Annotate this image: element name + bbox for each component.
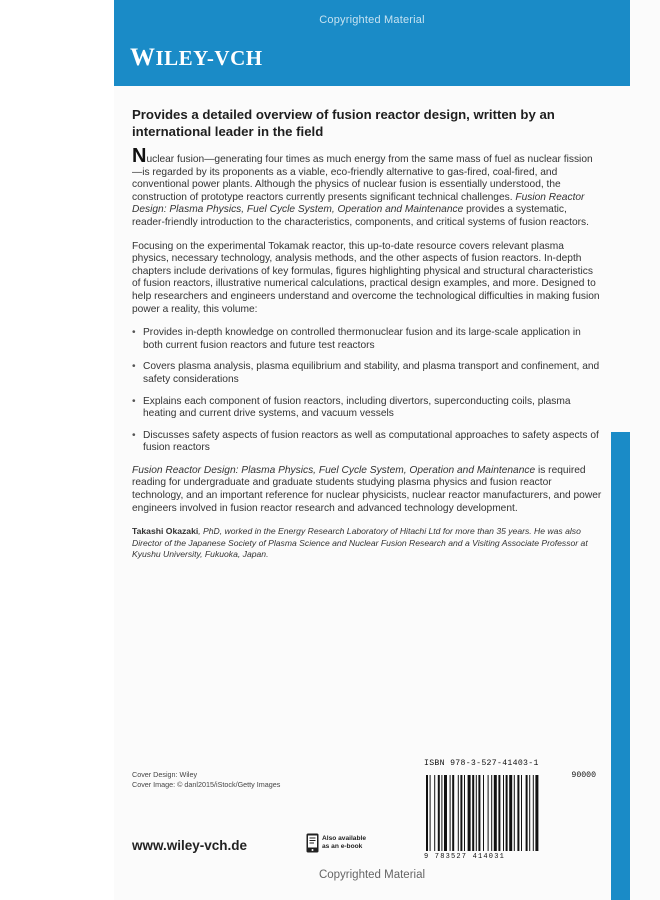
watermark-top: Copyrighted Material: [319, 14, 425, 26]
bullet-icon: •: [132, 429, 136, 441]
drop-cap: N: [132, 145, 147, 167]
headline: Provides a detailed overview of fusion reactor design, written by an international leader in the field: [132, 107, 555, 139]
bullet-icon: •: [132, 395, 136, 407]
list-item: • Explains each component of fusion reactors, including divertors, superconducting coils, plasma heating and current drive systems, and vacuum vessels: [132, 395, 571, 420]
cover-design-credit: Cover Design: Wiley: [132, 770, 198, 779]
watermark-bottom: Copyrighted Material: [318, 869, 426, 881]
blurb: [132, 106, 602, 561]
right-color-strip: [611, 432, 630, 900]
cover-credits: [132, 770, 280, 790]
header-band: [114, 0, 630, 86]
list-item: • Provides in-depth knowledge on controlled thermonuclear fusion and its large-scale application in both current fusion reactors and future test reactors: [132, 327, 581, 351]
publisher-logo: WILEY-VCH: [130, 44, 263, 71]
publisher-url[interactable]: www.wiley-vch.de: [132, 838, 248, 853]
feature-list: [132, 327, 602, 455]
ebook-line-2: as an e-book: [322, 843, 363, 850]
isbn-digits: 9 783527 414031: [424, 853, 506, 861]
bullet-icon: •: [132, 327, 136, 339]
book-title: Fusion Reactor Design: Plasma Physics, Fuel Cycle System, Operation and Maintenance: [132, 191, 585, 216]
cover-image-credit: Cover Image: © danl2015/iStock/Getty Images: [132, 780, 281, 789]
paragraph-focus: Focusing on the experimental Tokamak reactor, this up-to-date resource covers relevant plasma physics, necessary technology, analysis methods, and the other aspects of fusion reactors. In-depth chapters include derivations of key formulas, figures highlighting physical and structural characteristics of fusion reactors, illustrative numerical calculations, practical design examples, and more. Designed to help researchers and engineers understand and overcome the technological difficulties in making fusion power a reality, this volume:: [132, 240, 600, 315]
author-bio: Takashi Okazaki, PhD, worked in the Energy Research Laboratory of Hitachi Ltd for more than 35 years. He was also Director of the Japanese Society of Plasma Science and Nuclear Fusion Research and a Visiting Associate Professor at Kyushu University, Fukuoka, Japan.: [132, 526, 588, 560]
price-code: 90000: [571, 771, 596, 780]
paragraph-audience: Fusion Reactor Design: Plasma Physics, Fuel Cycle System, Operation and Maintenance is required reading for undergraduate and graduate students studying plasma physics and fusion reactor technology, and an important reference for nuclear physicists, nuclear reactor manufacturers, and power engineers involved in fusion reactor research and advanced technology development.: [132, 464, 602, 514]
book-title: Fusion Reactor Design: Plasma Physics, Fuel Cycle System, Operation and Maintenance: [132, 464, 536, 476]
isbn-label: ISBN 978-3-527-41403-1: [424, 759, 539, 768]
barcode-icon: [424, 775, 596, 851]
ebook-badge: [306, 833, 366, 853]
list-item: • Covers plasma analysis, plasma equilibrium and stability, and plasma transport and confinement, and safety considerations: [132, 361, 600, 385]
ebook-device-icon: [306, 833, 319, 853]
list-item: • Discusses safety aspects of fusion reactors as well as computational approaches to safety aspects of fusion reactors: [132, 429, 599, 454]
ebook-line-1: Also available: [322, 835, 366, 842]
paragraph-intro: Nuclear fusion—generating four times as much energy from the same mass of fuel as nuclear fission—is regarded by its proponents as a viable, eco-friendly alternative to gas-fired, coal-fired, and conventional power plants. Although the physics of nuclear fusion is essentially understood, the construction of prototype reactors currently presents significant technical challenges. Fusion Reactor Design: Plasma Physics, Fuel Cycle System, Operation and Maintenance provides a systematic, reader-friendly introduction to the characteristics, components, and critical systems of fusion reactors.: [132, 145, 593, 228]
bullet-icon: •: [132, 361, 136, 373]
author-name: Takashi Okazaki: [132, 526, 199, 537]
